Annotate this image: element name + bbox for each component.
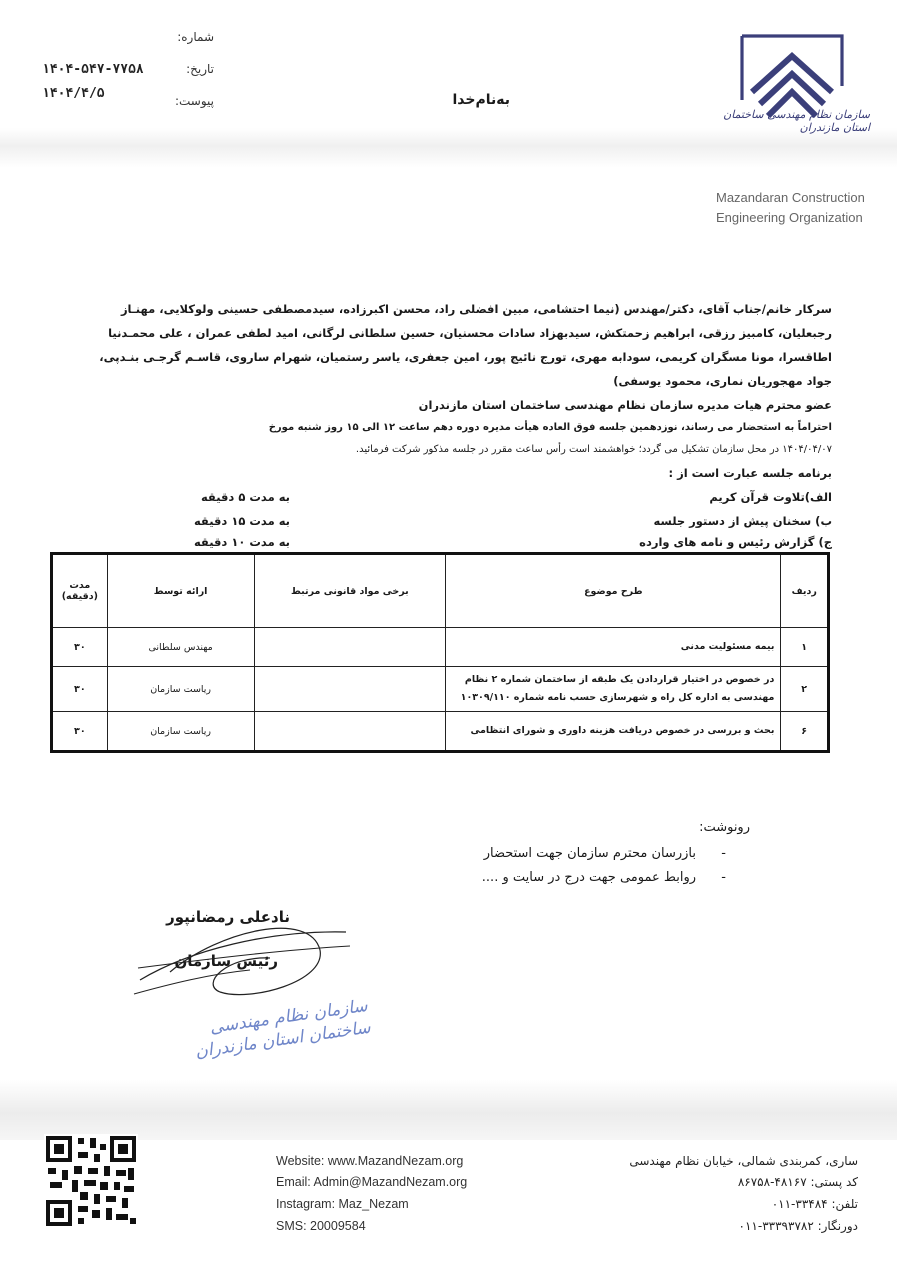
org-name-line-1: Mazandaran Construction — [716, 190, 865, 205]
number-label: شماره: — [177, 30, 214, 44]
header-presented-by: ارائه توسط — [107, 554, 254, 628]
footer-address: ساری، کمربندی شمالی، خیابان نظام مهندسی — [629, 1154, 858, 1168]
cc-dash: - — [721, 870, 726, 885]
cc-title: رونوشت: — [699, 820, 750, 835]
program-item-label: ب) سخنان پیش از دستور جلسه — [653, 514, 832, 528]
row-duration: ۳۰ — [52, 628, 108, 667]
signature-icon — [130, 910, 360, 1010]
program-item-label: ج) گزارش رئیس و نامه های وارده — [639, 535, 832, 549]
footer-sms: SMS: 20009584 — [276, 1219, 366, 1233]
row-presented-by: ریاست سازمان — [107, 667, 254, 712]
footer-email[interactable]: Email: Admin@MazandNezam.org — [276, 1175, 468, 1189]
footer-website[interactable]: Website: www.MazandNezam.org — [276, 1154, 464, 1168]
date-label: تاریخ: — [186, 62, 214, 76]
header-topic: طرح موضوع — [446, 554, 781, 628]
letter-date: ۱۴۰۴/۴/۵ — [42, 86, 105, 101]
attachment-label: پیوست: — [174, 94, 214, 108]
header-duration — [52, 554, 108, 628]
row-duration: ۳۰ — [52, 712, 108, 752]
table-row — [52, 628, 829, 667]
header-laws: برخی مواد قانونی مرتبط — [254, 554, 446, 628]
recipients-line-2: رجبعلیان، کامبیز رزقی، ابراهیم زحمتکش، سیدبهزاد سادات محسنیان، حسین سلطانی لرگانی، امید لطفی عمران ، علی محمـدنیا — [108, 326, 832, 340]
program-item-duration: به مدت ۱۵ دقیقه — [193, 514, 290, 528]
bismillah: به‌نام‌خدا — [452, 92, 510, 108]
org-name-line-2: Engineering Organization — [716, 210, 863, 225]
program-item-duration: به مدت ۵ دقیقه — [200, 490, 290, 504]
qr-code — [44, 1134, 138, 1228]
logo-script-text: سازمان نظام مهندسی ساختمان استان مازندران — [723, 108, 870, 134]
footer-band — [0, 1080, 897, 1140]
letter-number: ۱۴۰۴-۵۴۷-۷۷۵۸ — [42, 62, 144, 77]
row-duration: ۳۰ — [52, 667, 108, 712]
row-presented-by: ریاست سازمان — [107, 712, 254, 752]
row-topic: بیمه مسئولیت مدنی — [446, 628, 781, 667]
member-line: عضو محترم هیات مدیره سازمان نظام مهندسی ساختمان استان مازندران — [418, 398, 832, 412]
header-duration-line-2: (دقیقه) — [61, 591, 98, 602]
cc-item: بازرسان محترم سازمان جهت استحضار — [483, 846, 696, 861]
signature-scribble — [130, 910, 360, 1010]
cc-item: روابط عمومی جهت درج در سایت و .... — [481, 870, 696, 885]
footer-fax: دورنگار: ۳۳۳۹۳۷۸۲-۰۱۱ — [738, 1219, 858, 1233]
header-row-number: ردیف — [781, 554, 829, 628]
table-header-row — [52, 554, 829, 628]
row-topic: بحث و بررسی در خصوص دریافت هزینه داوری و شورای انتظامی — [446, 712, 781, 752]
invitation-line-2: ۱۴۰۴/۰۴/۰۷ در محل سازمان تشکیل می گردد؛ خواهشمند است رأس ساعت مقرر در جلسه مذکور شرکت فرمائید. — [355, 444, 832, 455]
row-number: ۲ — [781, 667, 829, 712]
header-band — [0, 128, 897, 168]
recipients-line-4: جواد مهجوریان نماری، محمود یوسفی) — [613, 374, 832, 388]
recipients-line-1: سرکار خانم/جناب آقای، دکتر/مهندس (نیما احتشامی، مبین افضلی راد، محسن اکبرزاده، سیدمصطفی حسینی ولوکلایی، مهنـاز — [120, 302, 832, 316]
footer-postal-code: کد پستی: ۴۸۱۶۷-۸۶۷۵۸ — [737, 1175, 858, 1189]
signatory-title: رئیس سازمان — [174, 952, 278, 970]
program-intro: برنامه جلسه عبارت است از : — [668, 466, 832, 480]
row-laws — [254, 712, 446, 752]
program-item-label: الف)تلاوت قرآن کریم — [709, 490, 832, 504]
row-presented-by: مهندس سلطانی — [107, 628, 254, 667]
cc-dash: - — [721, 846, 726, 861]
row-number: ۱ — [781, 628, 829, 667]
row-laws — [254, 628, 446, 667]
organization-stamp: سازمان نظام مهندسی ساختمان استان مازندران — [194, 995, 372, 1063]
recipients-line-3: اطاقسرا، مونا مسگران کریمی، سودابه مهری، تورج نائیج پور، امین جعفری، یاسر رستمیان، شهرام ساروی، قاسـم گرجـی بنـدپی، — [99, 350, 832, 364]
table-row — [52, 712, 829, 752]
qr-code-icon — [44, 1134, 138, 1228]
signatory-name: نادعلی رمضانپور — [166, 908, 290, 926]
row-number: ۶ — [781, 712, 829, 752]
program-item-duration: به مدت ۱۰ دقیقه — [193, 535, 290, 549]
row-topic: در خصوص در اختیار قراردادن یک طبقه از ساختمان شماره ۲ نظام مهندسی به اداره کل راه و شهرسازی حسب نامه شماره ۱۰۳۰۹/۱۱۰ — [446, 667, 781, 712]
footer-instagram[interactable]: Instagram: Maz_Nezam — [276, 1197, 409, 1211]
row-laws — [254, 667, 446, 712]
table-row — [52, 667, 829, 712]
header-duration-line-1: مدت — [69, 580, 91, 591]
invitation-line-1: احتراماً به استحضار می رساند، نوزدهمین جلسه فوق العاده هیأت مدیره دوره دهم ساعت ۱۲ الی ۱۵ روز شنبه مورخ — [268, 422, 832, 433]
footer-phone: تلفن: ۳۳۴۸۴-۰۱۱ — [771, 1197, 858, 1211]
agenda-table — [50, 552, 830, 753]
